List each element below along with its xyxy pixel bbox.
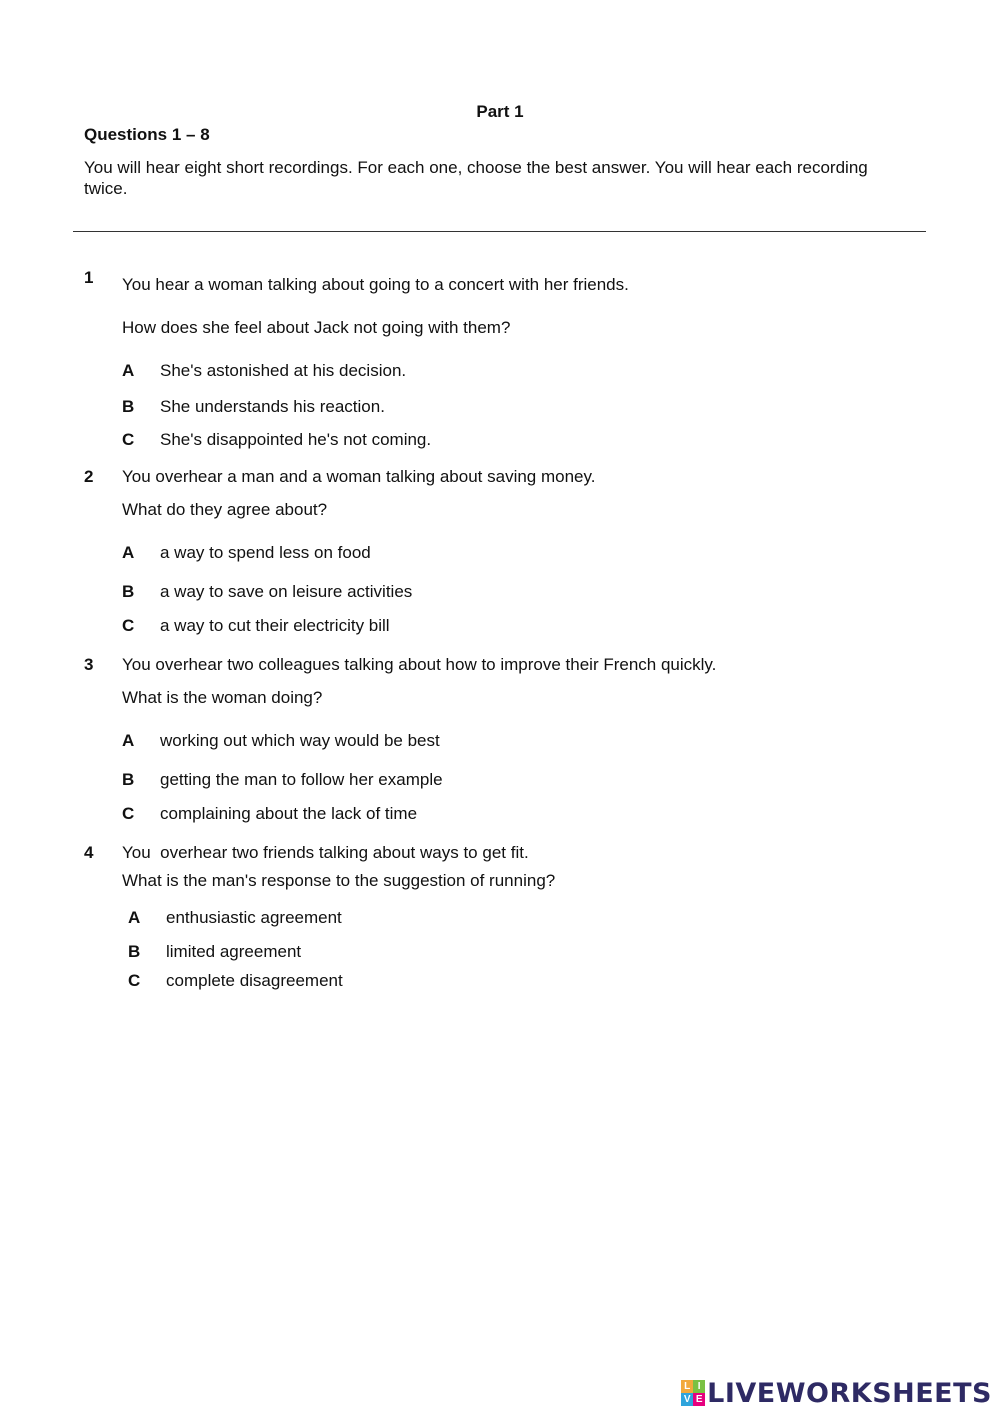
logo-mark-cell: L [681, 1380, 693, 1393]
option-text: She understands his reaction. [160, 397, 385, 416]
question-context: You overhear a man and a woman talking about saving money. [122, 467, 596, 486]
option-letter: B [128, 942, 141, 961]
question-number: 3 [84, 655, 94, 674]
option-letter: C [122, 804, 135, 823]
option-letter: B [122, 582, 135, 601]
logo-mark-icon [681, 1380, 705, 1406]
option-letter: C [128, 971, 141, 990]
option-letter: A [122, 543, 135, 562]
logo-mark-cell: I [693, 1380, 705, 1393]
option-text: working out which way would be best [160, 731, 440, 750]
question-prompt: What is the man's response to the suggestion of running? [122, 871, 556, 890]
option-text: a way to spend less on food [160, 543, 371, 562]
logo-mark-cell: E [693, 1393, 705, 1406]
part-title: Part 1 [476, 102, 524, 121]
option-letter: B [122, 770, 135, 789]
logo-text: LIVEWORKSHEETS [707, 1377, 992, 1409]
question-prompt: How does she feel about Jack not going with them? [122, 318, 511, 337]
liveworksheets-logo[interactable] [681, 1378, 992, 1408]
question-context: You overhear two colleagues talking about how to improve their French quickly. [122, 655, 717, 674]
logo-mark-cell: V [681, 1393, 693, 1406]
option-text: a way to cut their electricity bill [160, 616, 390, 635]
option-text: getting the man to follow her example [160, 770, 443, 789]
question-prompt: What is the woman doing? [122, 688, 323, 707]
question-prompt: What do they agree about? [122, 500, 328, 519]
question-range: Questions 1 – 8 [84, 125, 210, 144]
option-letter: B [122, 397, 135, 416]
question-context: You overhear two friends talking about ways to get fit. [122, 843, 529, 862]
option-text: She's disappointed he's not coming. [160, 430, 432, 449]
option-text: complete disagreement [166, 971, 343, 990]
option-text: a way to save on leisure activities [160, 582, 413, 601]
question-number: 2 [84, 467, 94, 486]
option-text: limited agreement [166, 942, 302, 961]
divider [73, 231, 926, 232]
option-letter: A [122, 361, 135, 380]
question-context: You hear a woman talking about going to a concert with her friends. [122, 275, 629, 294]
question-number: 4 [84, 843, 94, 862]
question-number: 1 [84, 268, 94, 287]
option-text: enthusiastic agreement [166, 908, 342, 927]
option-letter: A [122, 731, 135, 750]
option-letter: C [122, 616, 135, 635]
option-text: She's astonished at his decision. [160, 361, 407, 380]
option-letter: A [128, 908, 141, 927]
instructions: You will hear eight short recordings. For each one, choose the best answer. You will hear each recording twice. [84, 158, 868, 198]
option-letter: C [122, 430, 135, 449]
option-text: complaining about the lack of time [160, 804, 418, 823]
